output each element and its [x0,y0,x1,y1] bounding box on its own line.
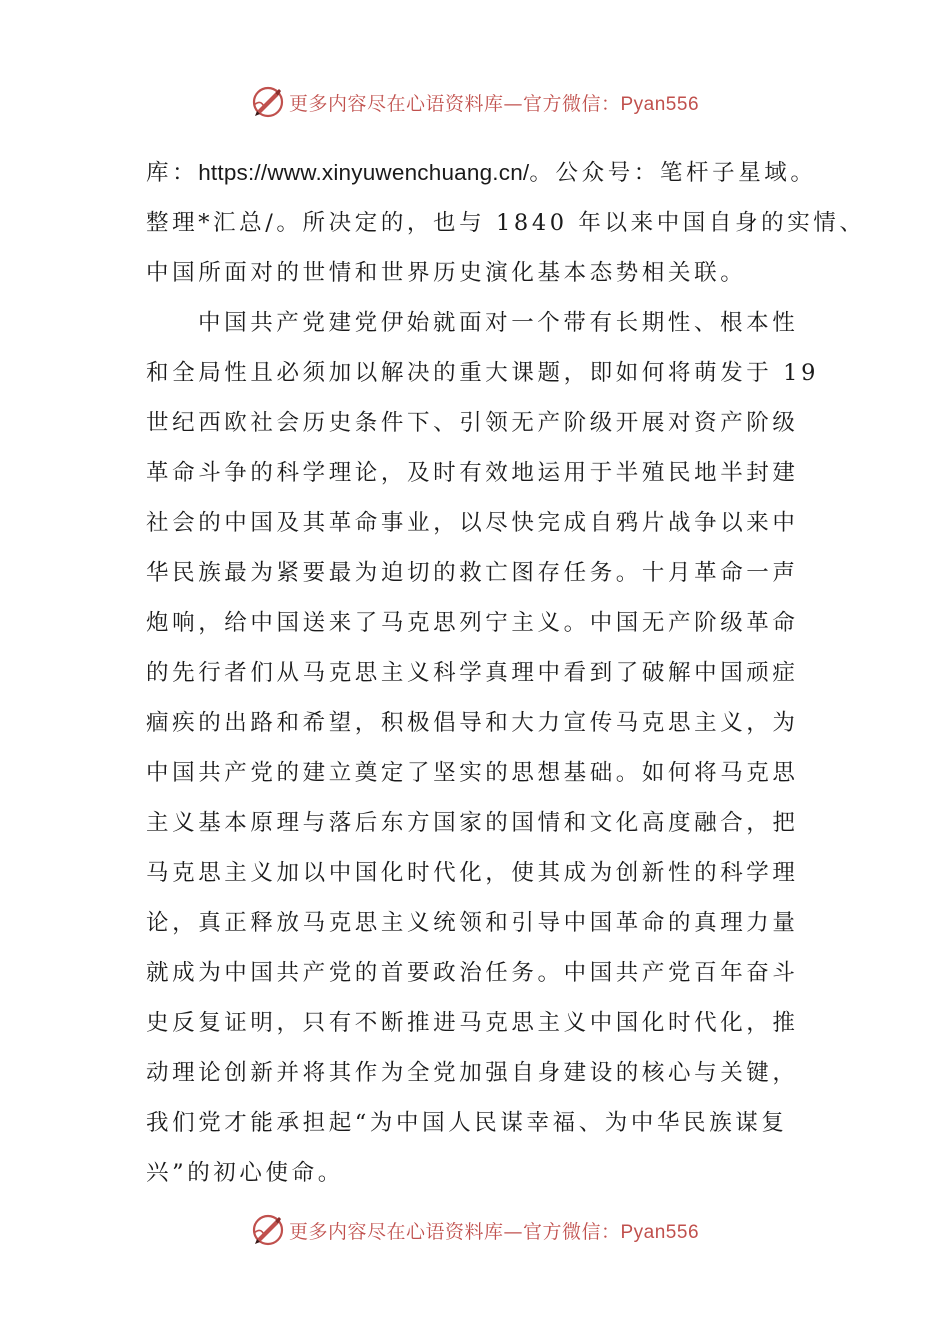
pen-logo-icon [251,1213,285,1247]
footer-banner-content [251,1213,699,1247]
footer-banner-text [289,1217,699,1244]
paragraph-2-line: 世纪西欧社会历史条件下、引领无产阶级开展对资产阶级 [146,410,799,436]
footer-wechat-id: Pyan556 [620,1221,700,1243]
paragraph-1-line-1 [146,148,826,198]
header-banner [0,82,950,122]
line-1-prefix: 库： [146,160,199,186]
paragraph-2-line: 社会的中国及其革命事业，以尽快完成自鸦片战争以来中 [146,510,799,536]
paragraph-2-line: 就成为中国共产党的首要政治任务。中国共产党百年奋斗 [146,960,799,986]
line-1-suffix: 。公众号：笔杆子星域。 [529,160,817,186]
paragraph-2-line: 痼疾的出路和希望，积极倡导和大力宣传马克思主义，为 [146,710,799,736]
paragraph-2-line: 马克思主义加以中国化时代化，使其成为创新性的科学理 [146,860,799,886]
paragraph-2-line: 史反复证明，只有不断推进马克思主义中国化时代化，推 [146,1010,799,1036]
document-body [146,148,866,1198]
paragraph-2-line: 我们党才能承担起“为中国人民谋幸福、为中华民族谋复 [146,1110,788,1136]
paragraph-1-line-2: 整理*汇总/。所决定的，也与 1840 年以来中国自身的实情、 [146,210,866,236]
paragraph-2-line: 炮响，给中国送来了马克思列宁主义。中国无产阶级革命 [146,610,799,636]
footer-banner-label: 更多内容尽在心语资料库—官方微信： [288,1220,621,1243]
paragraph-2-line: 主义基本原理与落后东方国家的国情和文化高度融合，把 [146,810,799,836]
paragraph-2-line: 华民族最为紧要最为迫切的救亡图存任务。十月革命一声 [146,560,799,586]
paragraph-2 [146,298,826,1198]
pen-logo-icon [251,85,285,119]
paragraph-1-line-3: 中国所面对的世情和世界历史演化基本态势相关联。 [146,260,747,286]
paragraph-2-line: 和全局性且必须加以解决的重大课题，即如何将萌发于 19 [146,360,819,386]
paragraph-2-line: 动理论创新并将其作为全党加强自身建设的核心与关键， [146,1060,799,1086]
paragraph-1 [146,148,866,298]
header-banner-text [289,89,699,116]
header-banner-content [251,85,699,119]
header-banner-label: 更多内容尽在心语资料库—官方微信： [288,92,621,115]
paragraph-2-line: 的先行者们从马克思主义科学真理中看到了破解中国顽症 [146,660,799,686]
header-wechat-id: Pyan556 [620,93,700,115]
paragraph-2-line: 论，真正释放马克思主义统领和引导中国革命的真理力量 [146,910,799,936]
paragraph-2-line: 中国共产党建党伊始就面对一个带有长期性、根本性 [198,310,799,336]
paragraph-2-line: 兴”的初心使命。 [146,1160,344,1186]
paragraph-2-line: 中国共产党的建立奠定了坚实的思想基础。如何将马克思 [146,760,799,786]
paragraph-2-line: 革命斗争的科学理论，及时有效地运用于半殖民地半封建 [146,460,799,486]
footer-banner [0,1210,950,1250]
website-url: https://www.xinyuwenchuang.cn/ [198,160,530,185]
